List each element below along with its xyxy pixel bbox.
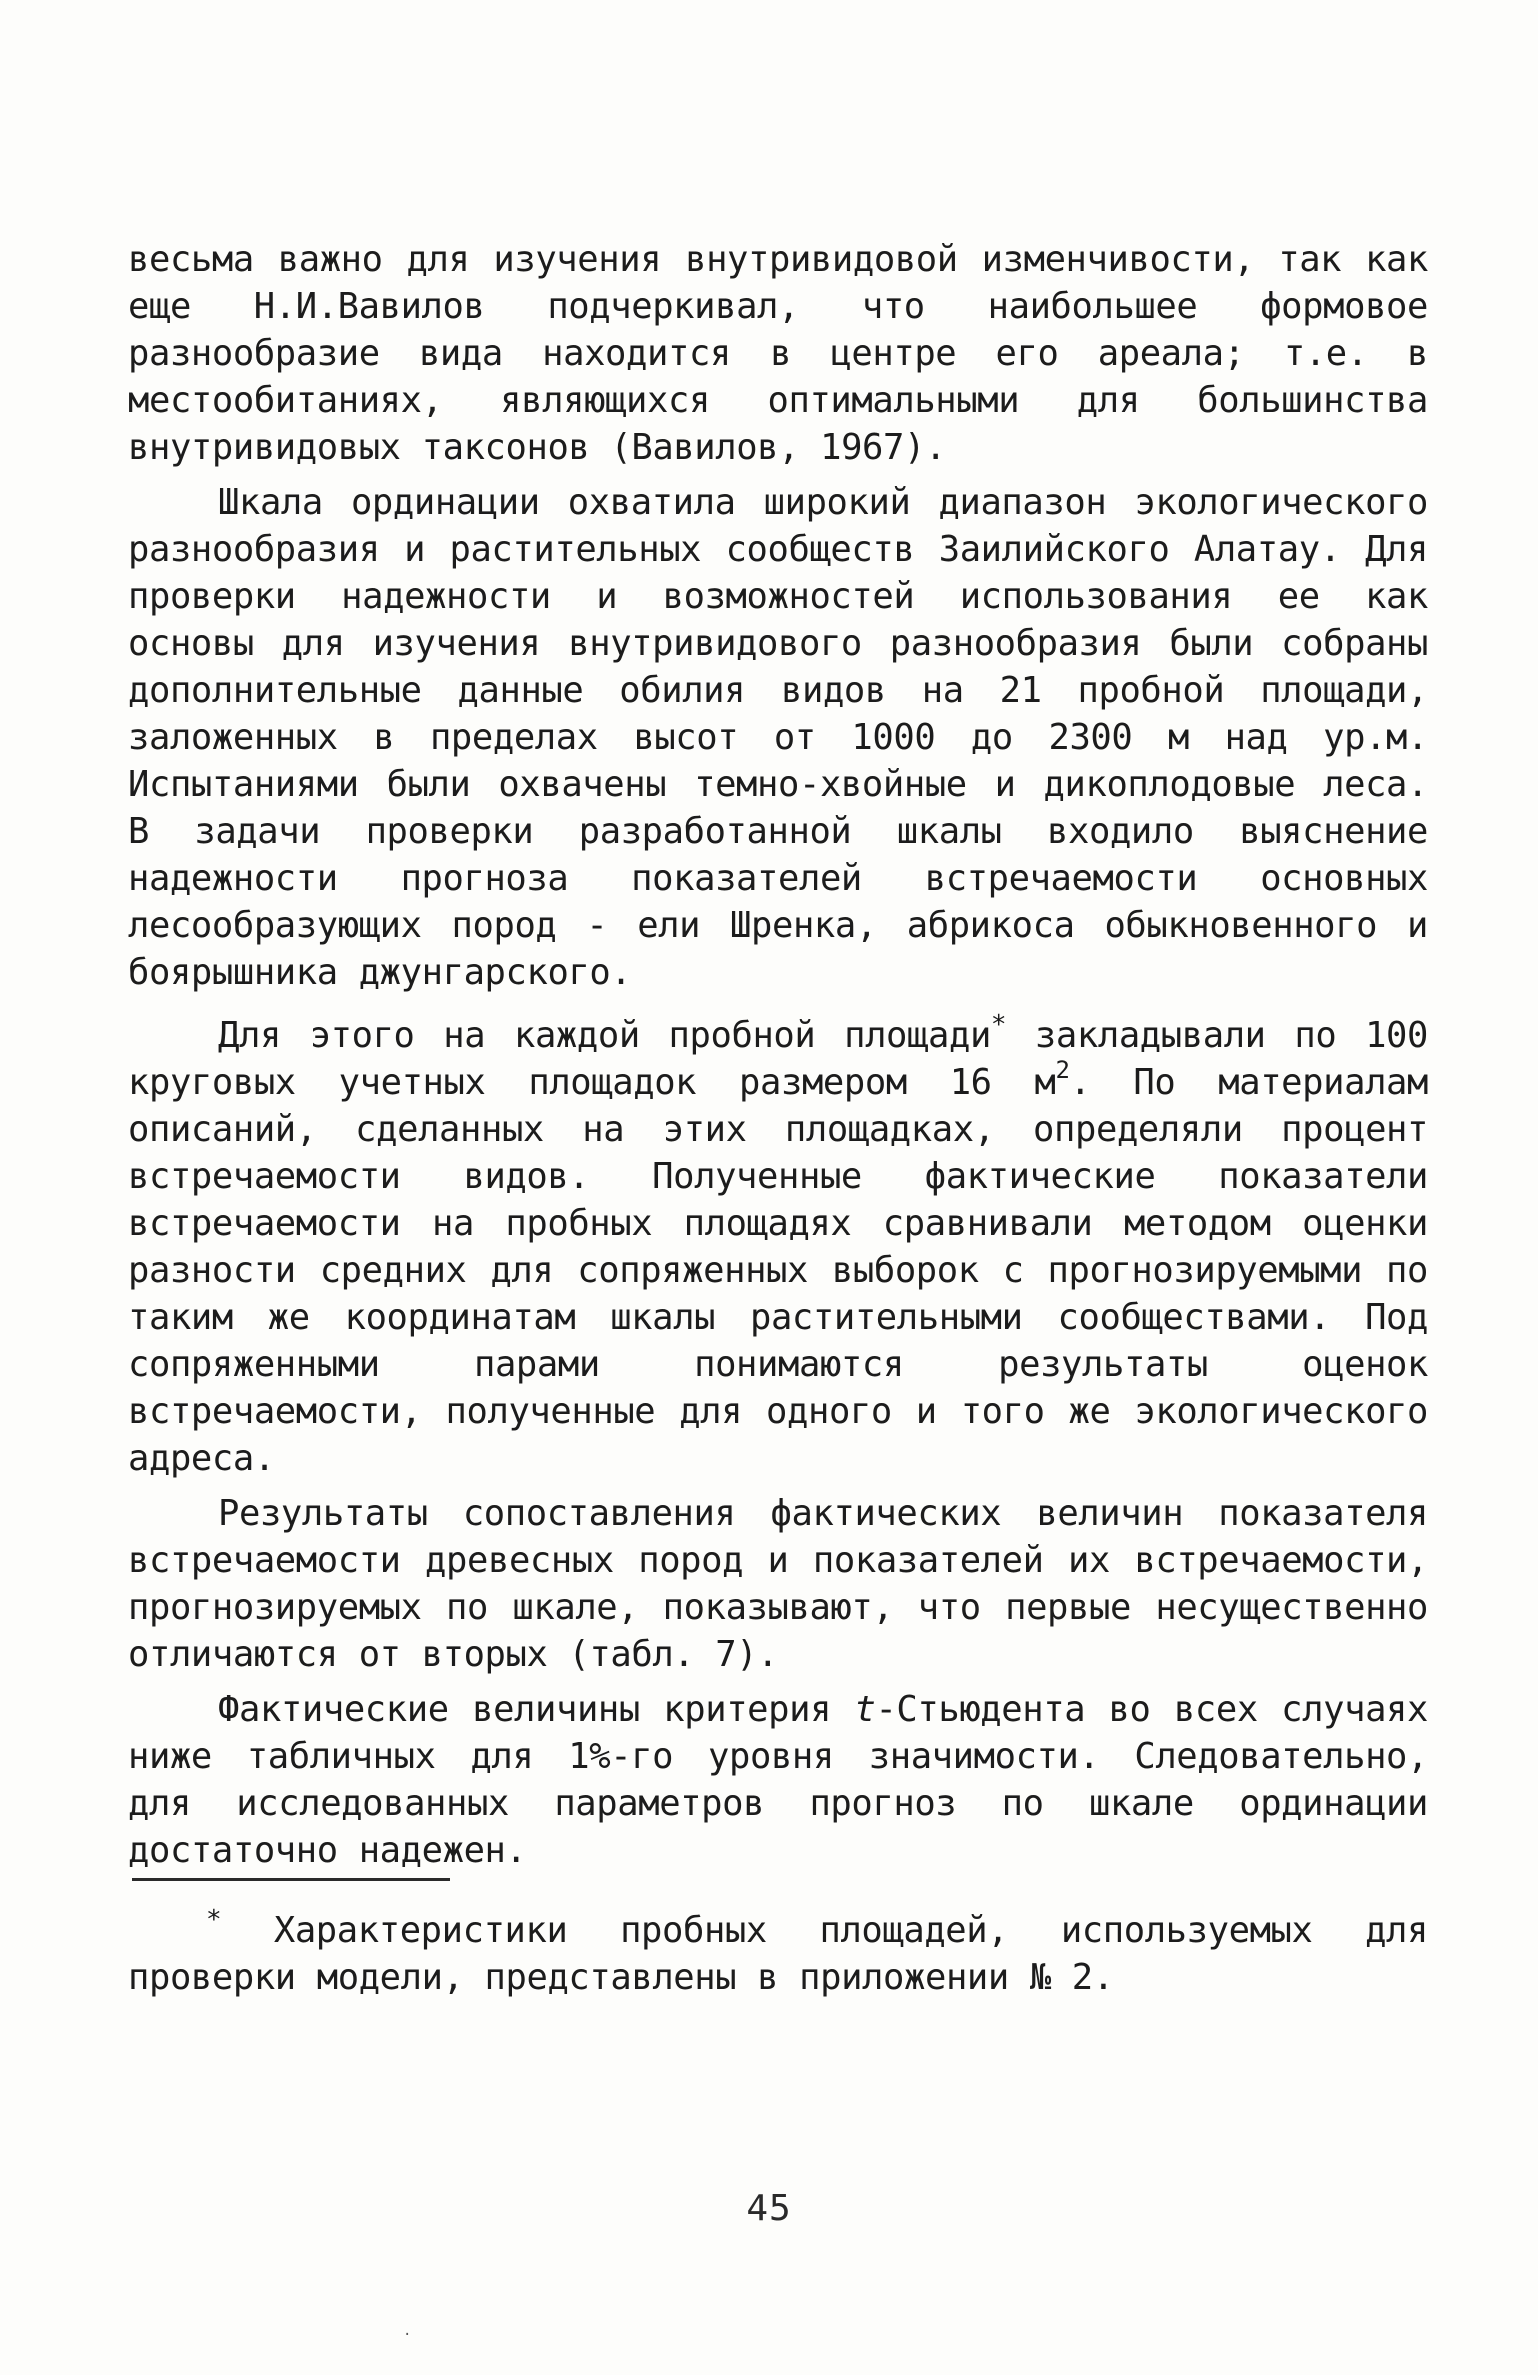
paragraph-method-part-3: . По материалам описаний, сделанных на этих площадках, определяли процент встречаемости видов. Полученные фактические показатели встречаемости на пробных площадях сравнивали методом оценки разности средних для сопряженных выборок с прогнозируемыми по таким же координатам шкалы растительными сообществами. Под сопряженными парами понимаются результаты оценок встречаемости, полученные для одного и того же экологического адреса.	[128, 1062, 1428, 1479]
page-number: 45	[746, 2188, 792, 2229]
student-t-symbol: t	[854, 1689, 876, 1730]
paragraph-student-part-1: Фактические величины критерия	[218, 1689, 855, 1730]
paragraph-method	[128, 1012, 1428, 1482]
square-meter-exponent: 2	[1055, 1056, 1070, 1084]
paragraph-method-part-2: закладывали по 100 круговых учетных площадок размером 16 м	[128, 1015, 1428, 1103]
scan-speck: ·	[403, 2327, 412, 2343]
body-text	[128, 236, 1428, 2001]
footnote-reference-mark: *	[990, 1010, 1007, 1040]
footnote-text: Характеристики пробных площадей, используемых для проверки модели, представлены в приложении № 2.	[128, 1910, 1428, 1998]
paragraph-continuation: весьма важно для изучения внутривидовой изменчивости, так как еще Н.И.Вавилов подчеркивал, что наибольшее формовое разнообразие вида находится в центре его ареала; т.е. в местообитаниях, являющихся оптимальными для большинства внутривидовых таксонов (Вавилов, 1967).	[128, 239, 1428, 468]
footnote-separator-rule	[132, 1878, 450, 1881]
paragraph-ordination-scale: Шкала ординации охватила широкий диапазон экологического разнообразия и растительных сообществ Заилийского Алатау. Для проверки надежности и возможностей использования ее как основы для изучения внутривидового разнообразия были собраны дополнительные данные обилия видов на 21 пробной площади, заложенных в пределах высот от 1000 до 2300 м над ур.м. Испытаниями были охвачены темно-хвойные и дикоплодовые леса. В задачи проверки разработанной шкалы входило выяснение надежности прогноза показателей встречаемости основных лесообразующих пород - ели Шренка, абрикоса обыкновенного и боярышника джунгарского.	[128, 482, 1428, 993]
paragraph-student-test	[128, 1686, 1428, 1874]
paragraph-student-part-2: -Стьюдента во всех случаях ниже табличных для 1%-го уровня значимости. Следовательно, для исследованных параметров прогноз по шкале ординации достаточно надежен.	[128, 1689, 1428, 1871]
footnote-star: *	[206, 1905, 222, 1935]
paragraph-method-part-1: Для этого на каждой пробной площади	[218, 1015, 991, 1056]
paragraph-results: Результаты сопоставления фактических величин показателя встречаемости древесных пород и показателей их встречаемости, прогнозируемых по шкале, показывают, что первые несущественно отличаются от вторых (табл. 7).	[128, 1493, 1428, 1675]
footnote	[128, 1907, 1428, 2001]
